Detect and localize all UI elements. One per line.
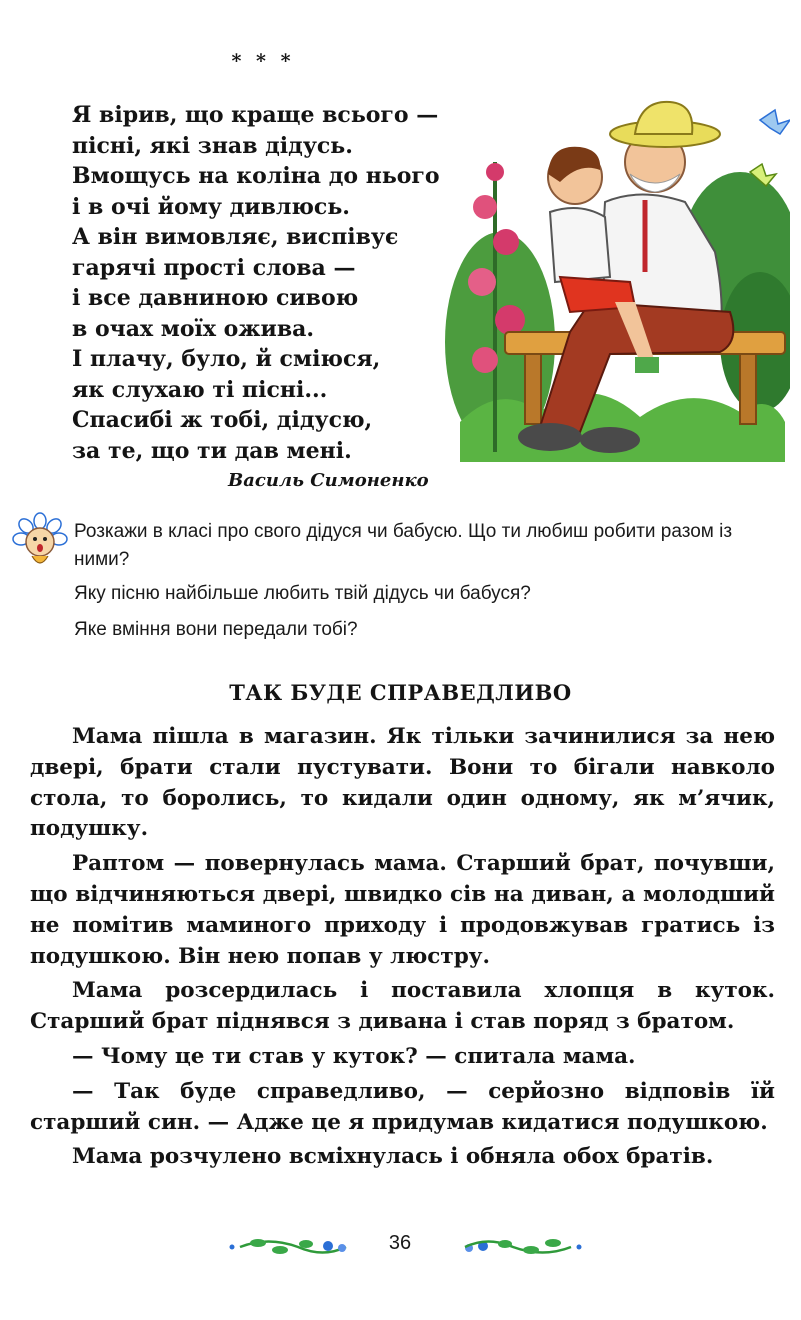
task-questions [74, 518, 784, 652]
poem [72, 100, 492, 466]
story-paragraph: Мама пішла в магазин. Як тільки зачинилися за нею двері, брати стали пустувати. Вони то бігали навколо стола, то боролись, то кидали один одному, як м’ячик, подушку. [30, 724, 775, 842]
poem-line: і в очі йому дивлюсь. [72, 193, 350, 220]
question: Яку пісню найбільше любить твій дідусь чи бабуся? [74, 583, 531, 604]
question: Яке вміння вони передали тобі? [74, 619, 358, 640]
page-footer [0, 1228, 801, 1268]
poem-line: А він вимовляє, виспівує [72, 224, 399, 250]
poem-line: Спасибі ж тобі, дідусю, [72, 407, 373, 433]
page-number: 36 [388, 1232, 412, 1254]
story-text [30, 722, 775, 1177]
poem-line: І плачу, було, й сміюся, [72, 346, 381, 372]
poem-line: Вмощусь на коліна до нього [72, 163, 440, 189]
floral-ornament-icon [228, 1234, 356, 1260]
poem-line: Я вірив, що краще всього — [72, 102, 439, 128]
poem-line: як слухаю ті пісні... [72, 376, 328, 403]
story-paragraph: Мама розчулено всміхнулась і обняла обох братів. [72, 1144, 714, 1170]
poem-line: гарячі прості слова — [72, 254, 356, 281]
poem-line: і все давниною сивою [72, 285, 359, 311]
poem-line: за те, що ти дав мені. [72, 437, 352, 464]
poem-line: пісні, які знав дідусь. [72, 132, 353, 159]
poem-separator: * * * [231, 50, 295, 72]
story-paragraph: — Чому це ти став у куток? — спитала мама. [72, 1043, 636, 1069]
poem-author: Василь Симоненко [228, 470, 429, 491]
story-paragraph: Раптом — повернулась мама. Старший брат, почувши, що відчиняються двері, швидко сів на диван, а молодший не помітив маминого приходу і продовжував гратись із подушкою. Він нею попав у люстру. [30, 851, 775, 969]
question: Розкажи в класі про свого дідуся чи бабусю. Що ти любиш робити разом із ними? [74, 521, 733, 570]
story-paragraph: Мама розсердилась і поставила хлопця в куток. Старший брат піднявся з дивана і став поряд з братом. [30, 978, 775, 1035]
chamomile-girl-icon [12, 512, 68, 572]
poem-line: в очах моїх ожива. [72, 315, 315, 342]
floral-ornament-icon [455, 1234, 583, 1260]
story-paragraph: — Так буде справедливо, — серйозно відповів їй старший син. — Адже це я придумав кидатися подушкою. [30, 1078, 775, 1135]
story-title: ТАК БУДЕ СПРАВЕДЛИВО [229, 680, 572, 705]
grandfather-boy-illustration [440, 92, 790, 472]
